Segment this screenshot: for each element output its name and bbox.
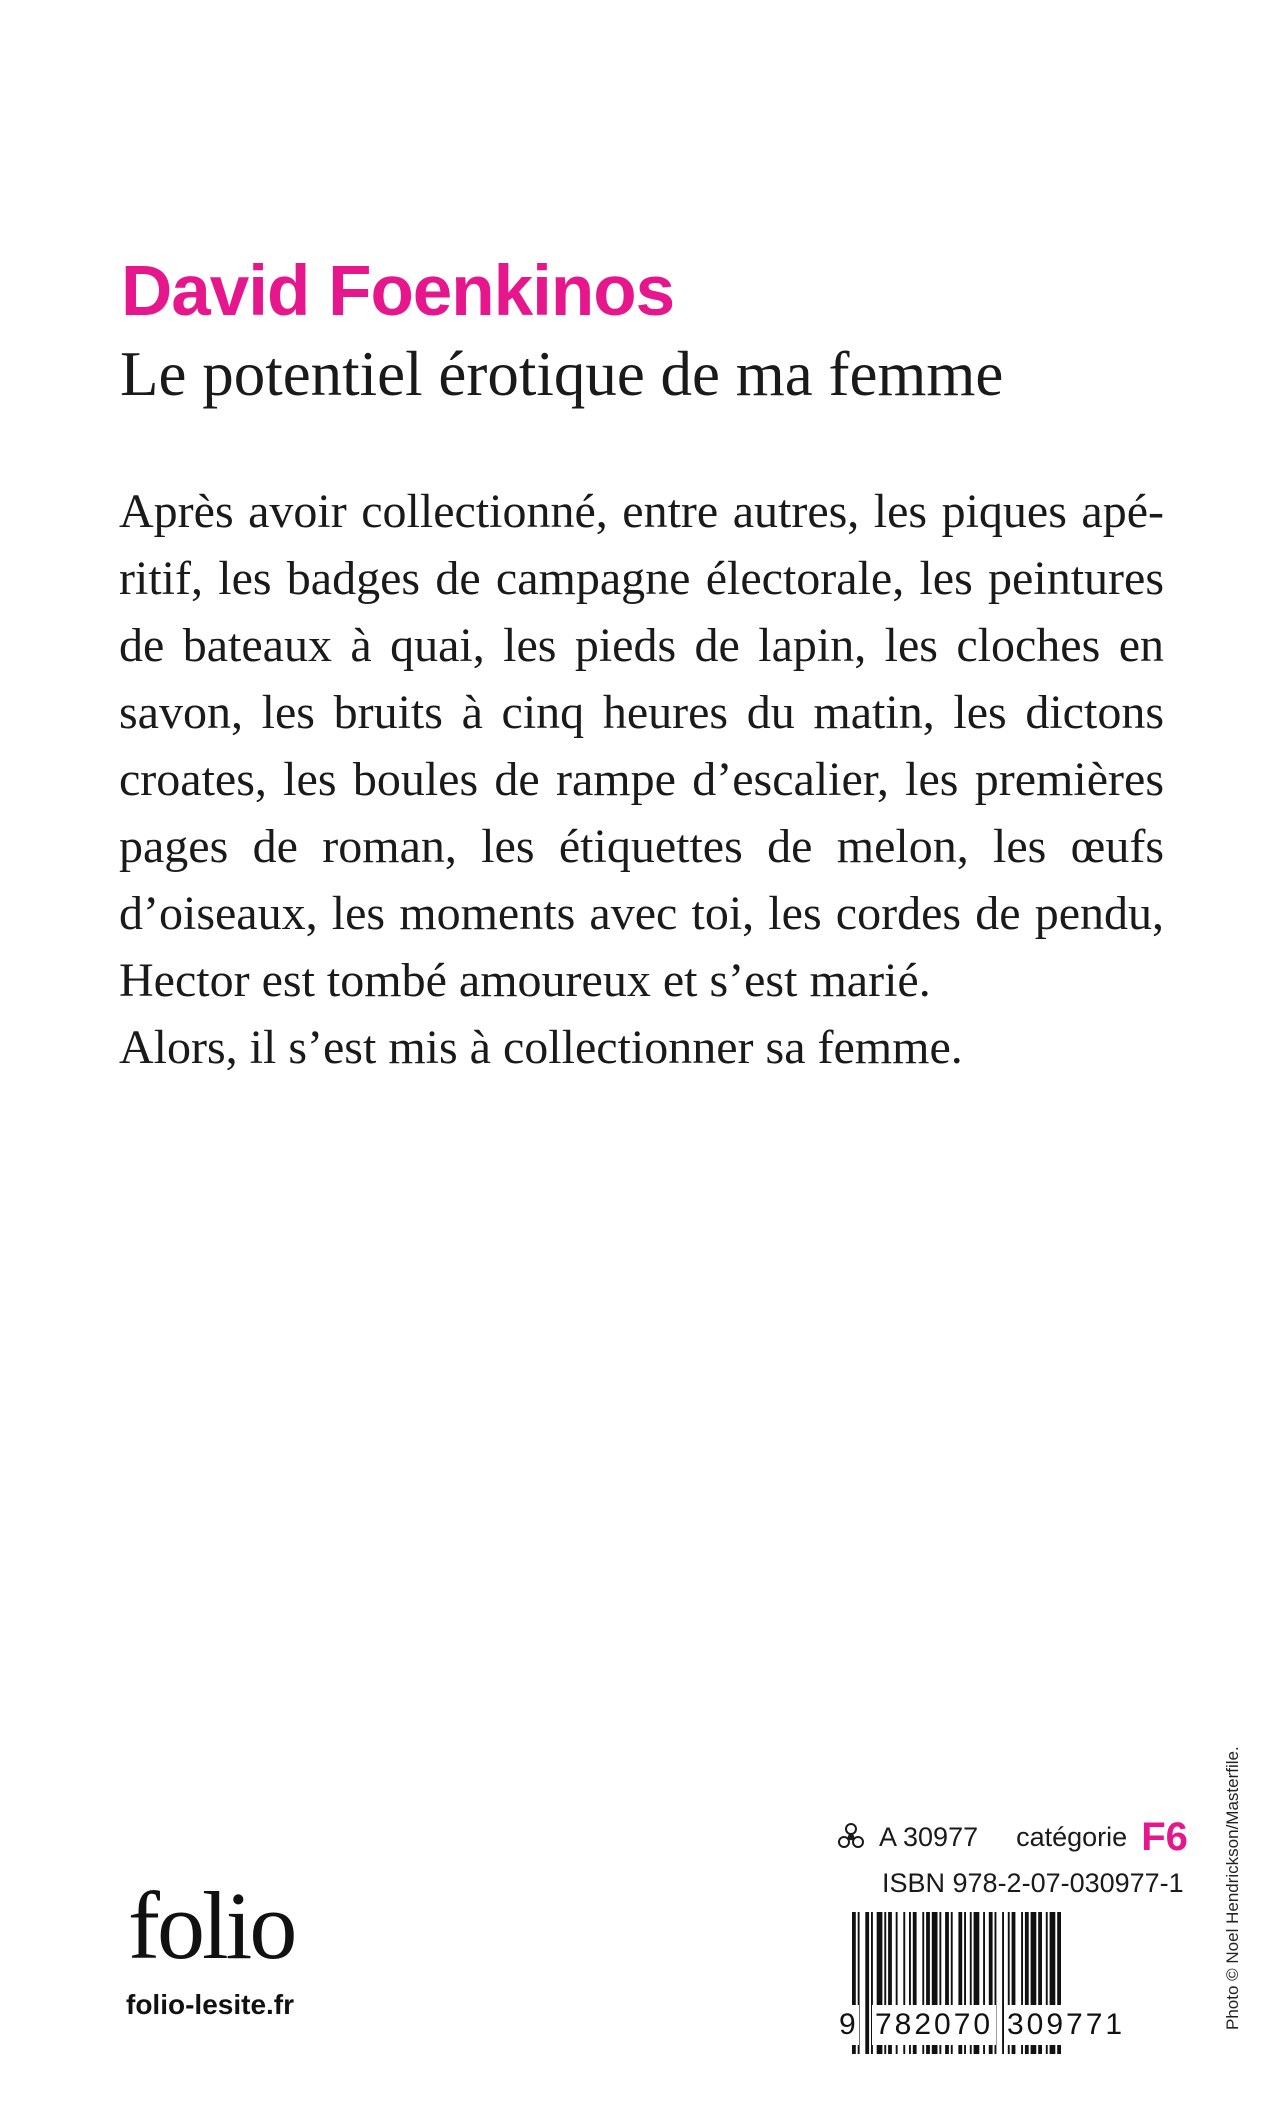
folio-logo: folio: [128, 1872, 295, 1979]
isbn: ISBN 978-2-07-030977-1: [882, 1868, 1184, 1898]
blurb-line: ritif, les badges de campagne électorale, les peintures: [119, 552, 1164, 605]
author-name: David Foenkinos: [121, 252, 675, 331]
catalog-row: [837, 1814, 1188, 1860]
blurb-line: d’oiseaux, les moments avec toi, les cordes de pendu,: [119, 887, 1164, 940]
blurb-line: de bateaux à quai, les pieds de lapin, les cloches en: [119, 619, 1164, 672]
catalog-reference: A 30977: [879, 1821, 979, 1852]
blurb-line: Alors, il s’est mis à collectionner sa femme.: [119, 1021, 963, 1074]
blurb-line: Hector est tombé amoureux et s’est marié.: [119, 954, 931, 1007]
blurb-line: pages de roman, les étiquettes de melon, les œufs: [119, 820, 1164, 873]
publisher-website: folio-lesite.fr: [126, 1989, 295, 2020]
book-title: Le potentiel érotique de ma femme: [120, 339, 1004, 409]
blurb-line: croates, les boules de rampe d’escalier, les premières: [119, 753, 1164, 806]
blurb-line: Après avoir collectionné, entre autres, les piques apé-: [119, 485, 1164, 538]
category-code: F6: [1141, 1814, 1188, 1859]
gallimard-emblem-icon: [837, 1823, 865, 1851]
barcode-digits: [839, 2005, 1142, 2045]
blurb-line: savon, les bruits à cinq heures du matin, les dictons: [119, 686, 1164, 739]
barcode-digit-first: 9: [836, 2005, 859, 2045]
barcode-digits-left: 782070: [872, 2005, 996, 2045]
blurb-text: [119, 478, 1164, 1081]
photo-credit: Photo © Noel Hendrickson/Masterfile.: [1223, 1746, 1242, 2030]
category-label: catégorie: [1016, 1821, 1128, 1852]
barcode-digits-right: 309771: [1004, 2005, 1128, 2045]
